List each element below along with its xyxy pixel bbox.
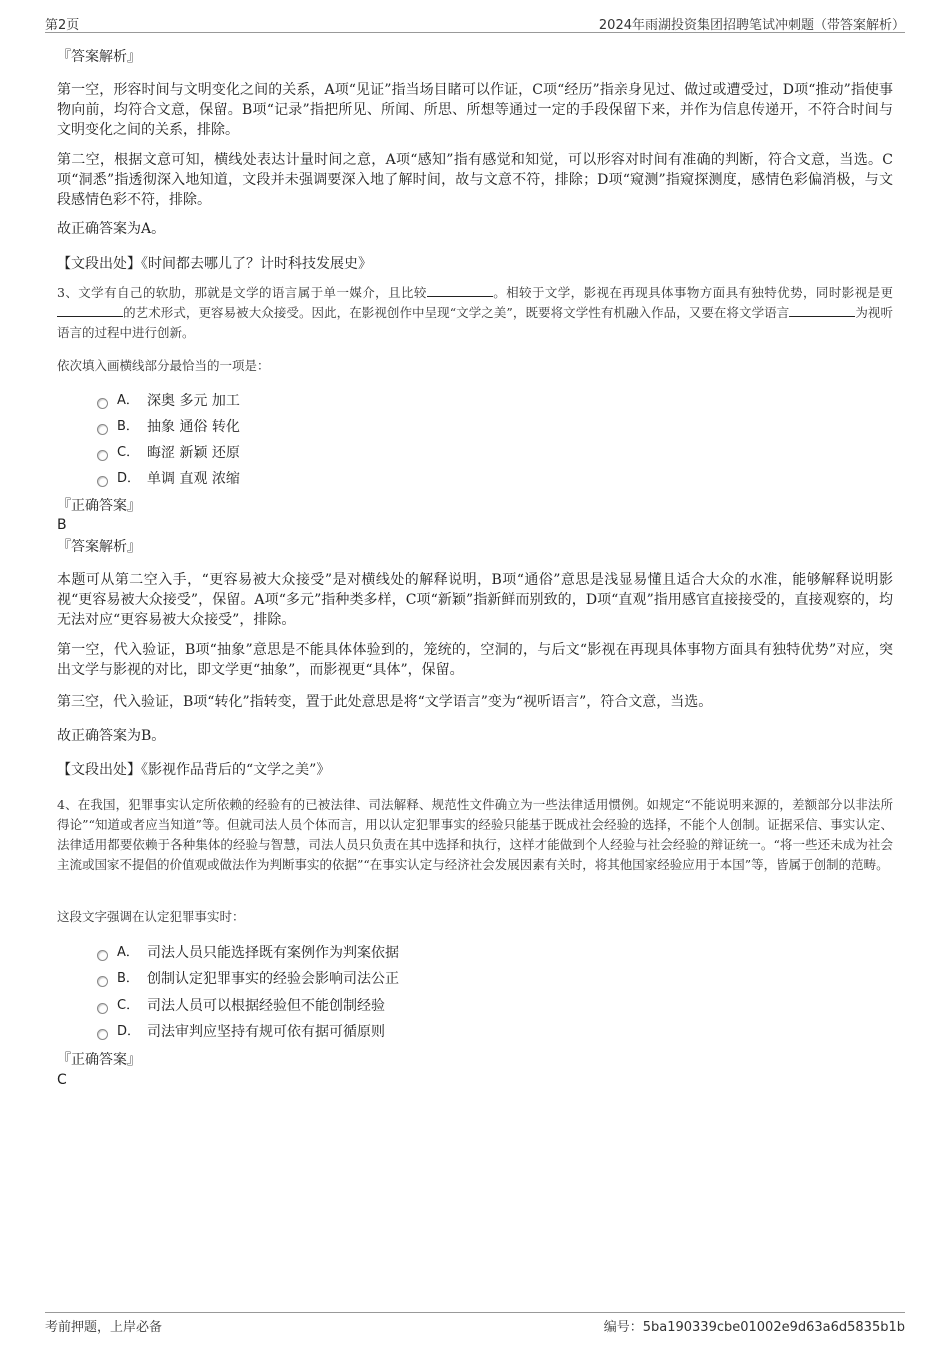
option-a[interactable]: A． 司法人员只能选择既有案例作为判案依据 (97, 944, 399, 962)
answer-conclusion: 故正确答案为A。 (57, 221, 166, 237)
analysis-paragraph: 第二空，根据文意可知，横线处表达计量时间之意，A项“感知”指有感觉和知觉，可以形容对时间有准确的判断，符合文意，当选。C项“洞悉”指透彻深入地知道，文段并未强调要深入地了解时间，故与文意不符，排除；D项“窥测”指窥探测度，感情色彩偏消极，与文段感情色彩不符，排除。 (57, 152, 893, 208)
page-number: 第2页 (45, 18, 80, 33)
option-d[interactable]: D． 司法审判应坚持有规可依有据可循原则 (97, 1023, 385, 1041)
source-citation: 【文段出处】《影视作品背后的“文学之美”》 (57, 762, 331, 778)
option-a[interactable]: A． 深奥 多元 加工 (97, 392, 240, 410)
question-stem: 4、在我国，犯罪事实认定所依赖的经验有的已被法律、司法解释、规范性文件确立为一些法律适用惯例。如规定“不能说明来源的，差额部分以非法所得论”“知道或者应当知道”等。但就司法人员个体而言，用以认定犯罪事实的经验只能基于既成社会经验的选择，不能个人创制。证据采信、事实认定、法律适用都要依赖于各种集体的经验与智慧，司法人员只负责在其中选择和执行，这样才能做到个人经验与社会经验的辩证统一。“将一些还未成为社会主流或国家不提倡的价值观或做法作为判断事实的依据”“在事实认定与经济社会发展因素有关时，将其他国家经验应用于本国”等，皆属于创制的范畴。 (57, 797, 893, 872)
analysis-paragraph: 第一空，代入验证，B项“抽象”意思是不能具体体验到的，笼统的，空洞的，与后文“影视在再现具体事物方面具有独特优势”对应，突出文学与影视的对比，即文学更“抽象”，而影视更“具体”，保留。 (57, 642, 893, 678)
correct-answer: C (57, 1072, 67, 1088)
page-header (45, 14, 905, 33)
blank-line (789, 304, 855, 317)
analysis-label: 『答案解析』 (57, 49, 141, 65)
correct-answer-label: 『正确答案』 (57, 1052, 141, 1068)
option-b[interactable]: B． 创制认定犯罪事实的经验会影响司法公正 (97, 970, 399, 988)
answer-conclusion: 故正确答案为B。 (57, 728, 166, 744)
question-stem: 3、文学有自己的软肋，那就是文学的语言属于单一媒介，且比较 。相较于文学，影视在再现具体事物方面具有独特优势，同时影视是更的艺术形式，更容易被大众接受。因此，在影视创作中呈现“文学之美”，既要将文学性有机融入作品，又要在将文学语言 为视听语言的过程中进行创新。 (57, 285, 893, 340)
blank-line (57, 304, 123, 317)
question-prompt: 依次填入画横线部分最恰当的一项是： (57, 358, 270, 373)
document-title: 2024年雨湖投资集团招聘笔试冲刺题（带答案解析） (598, 18, 905, 33)
option-d[interactable]: D． 单调 直观 浓缩 (97, 470, 240, 488)
correct-answer: B (57, 517, 67, 533)
radio-icon[interactable] (97, 450, 108, 461)
correct-answer-label: 『正确答案』 (57, 498, 141, 514)
analysis-label: 『答案解析』 (57, 539, 141, 555)
page-footer (45, 1312, 905, 1333)
footer-slogan: 考前押题，上岸必备 (45, 1320, 163, 1335)
option-c[interactable]: C． 晦涩 新颖 还原 (97, 444, 240, 462)
analysis-paragraph: 第一空，形容时间与文明变化之间的关系，A项“见证”指当场目睹可以作证，C项“经历”指亲身见过、做过或遭受过，D项“推动”指使事物向前，均符合文意，保留。B项“记录”指把所见、所闻、所思、所想等通过一定的手段保留下来，并作为信息传递开，不符合时间与文明变化之间的关系，排除。 (57, 82, 893, 138)
radio-icon[interactable] (97, 398, 108, 409)
option-c[interactable]: C． 司法人员可以根据经验但不能创制经验 (97, 997, 385, 1015)
radio-icon[interactable] (97, 950, 108, 961)
source-citation: 【文段出处】《时间都去哪儿了？计时科技发展史》 (57, 256, 372, 272)
option-b[interactable]: B． 抽象 通俗 转化 (97, 418, 240, 436)
radio-icon[interactable] (97, 476, 108, 487)
radio-icon[interactable] (97, 1029, 108, 1040)
analysis-paragraph: 本题可从第二空入手，“更容易被大众接受”是对横线处的解释说明，B项“通俗”意思是浅显易懂且适合大众的水准，能够解释说明影视“更容易被大众接受”，保留。A项“多元”指种类多样，C项“新颖”指新鲜而别致的，D项“直观”指用感官直接接受的，直接观察的，均无法对应“更容易被大众接受”，排除。 (57, 572, 893, 628)
radio-icon[interactable] (97, 424, 108, 435)
question-prompt: 这段文字强调在认定犯罪事实时： (57, 909, 245, 924)
document-code: 编号：5ba190339cbe01002e9d63a6d5835b1b (603, 1320, 905, 1335)
blank-line (427, 284, 493, 297)
radio-icon[interactable] (97, 1003, 108, 1014)
analysis-paragraph: 第三空，代入验证，B项“转化”指转变，置于此处意思是将“文学语言”变为“视听语言”，符合文意，当选。 (57, 694, 713, 710)
radio-icon[interactable] (97, 976, 108, 987)
